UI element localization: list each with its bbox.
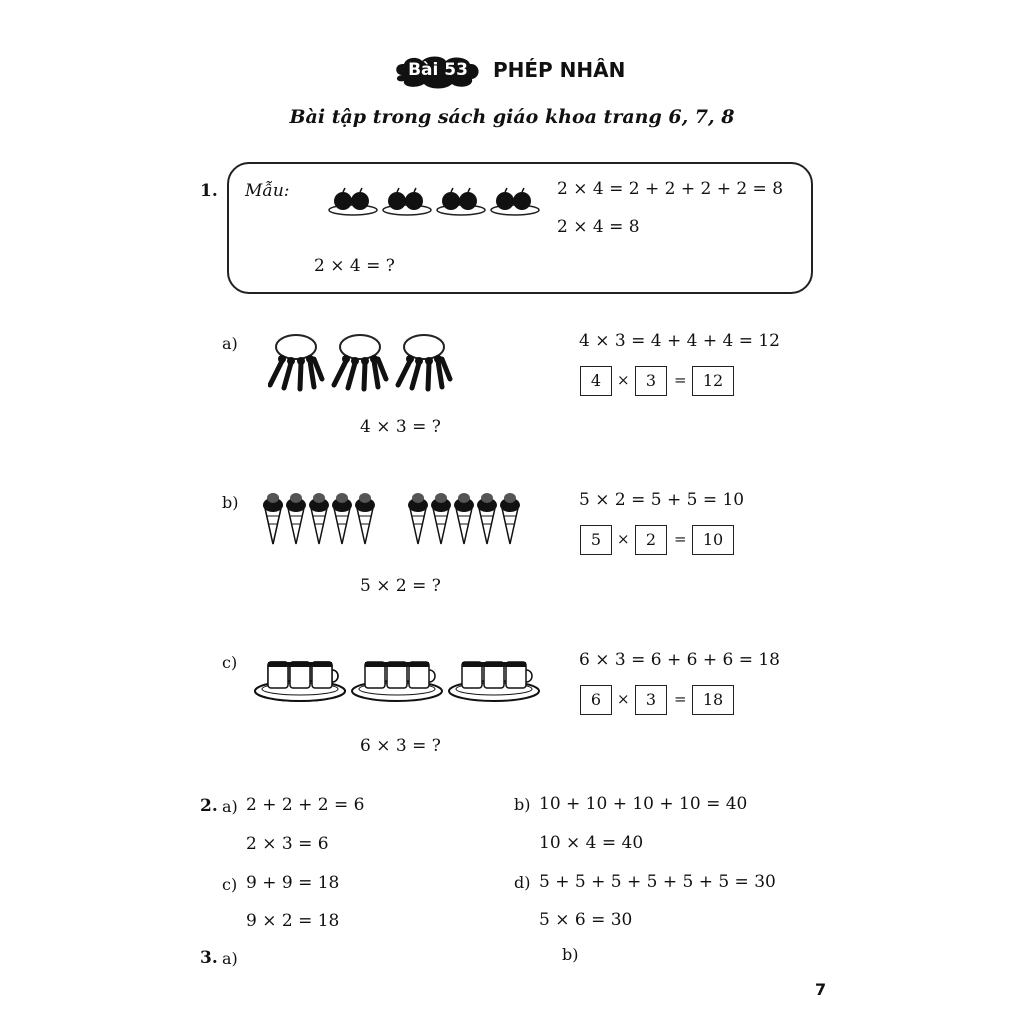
ex2-a-line-1: 2 + 2 + 2 = 6 — [246, 795, 365, 815]
ex1-b-box-2: 2 — [635, 525, 667, 555]
ex1-b-label: b) — [222, 493, 239, 512]
lesson-badge: Bài 53 — [408, 60, 468, 80]
ex1-a-result: 12 — [692, 366, 734, 396]
ex1-c-label: c) — [222, 653, 238, 672]
cup-tray-icon — [254, 656, 542, 706]
ex1-c-line-1: 6 × 3 = 6 + 6 + 6 = 18 — [579, 650, 780, 670]
sample-line-1: 2 × 4 = 2 + 2 + 2 + 2 = 8 — [557, 179, 784, 199]
ex2-b-label: b) — [514, 795, 531, 814]
ex1-b-result: 10 — [692, 525, 734, 555]
ex1-b-times: × — [617, 530, 630, 548]
ex1-c-eq: = — [674, 690, 687, 708]
ex1-c-question: 6 × 3 = ? — [360, 736, 441, 756]
ex1-c-times: × — [617, 690, 630, 708]
sample-line-2: 2 × 4 = 8 — [557, 217, 640, 237]
ex1-c-box-2: 3 — [635, 685, 667, 715]
ex1-b-line-1: 5 × 2 = 5 + 5 = 10 — [579, 490, 745, 510]
lesson-title: PHÉP NHÂN — [493, 58, 626, 82]
exercise-1-number: 1. — [200, 181, 218, 201]
ex2-c-label: c) — [222, 875, 238, 894]
ex1-b-box-1: 5 — [580, 525, 612, 555]
page-subtitle: Bài tập trong sách giáo khoa trang 6, 7, 8 — [289, 106, 735, 128]
ex2-c-line-2: 9 × 2 = 18 — [246, 911, 340, 931]
ex1-a-question: 4 × 3 = ? — [360, 417, 441, 437]
ex1-a-line-1: 4 × 3 = 4 + 4 + 4 = 12 — [579, 331, 780, 351]
exercise-2-number: 2. — [200, 796, 218, 816]
ex3-a-label: a) — [222, 949, 238, 968]
ex2-b-line-1: 10 + 10 + 10 + 10 = 40 — [539, 794, 748, 814]
ex2-d-line-1: 5 + 5 + 5 + 5 + 5 + 5 = 30 — [539, 872, 776, 892]
ex1-a-box-1: 4 — [580, 366, 612, 396]
ex1-a-box-2: 3 — [635, 366, 667, 396]
ex1-a-label: a) — [222, 334, 238, 353]
key-ring-icon — [268, 333, 458, 393]
ex2-b-line-2: 10 × 4 = 40 — [539, 833, 644, 853]
ex1-a-times: × — [617, 371, 630, 389]
ex2-c-line-1: 9 + 9 = 18 — [246, 873, 340, 893]
exercise-3-number: 3. — [200, 948, 218, 968]
sample-label: Mẫu: — [245, 181, 290, 201]
ex2-d-label: d) — [514, 873, 531, 892]
ex1-c-result: 18 — [692, 685, 734, 715]
ex3-b-label: b) — [562, 945, 579, 964]
ex2-d-line-2: 5 × 6 = 30 — [539, 910, 633, 930]
ex2-a-line-2: 2 × 3 = 6 — [246, 834, 329, 854]
ex1-a-eq: = — [674, 371, 687, 389]
page-number: 7 — [815, 980, 827, 999]
sample-question: 2 × 4 = ? — [314, 256, 395, 276]
ex1-b-question: 5 × 2 = ? — [360, 576, 441, 596]
ex1-c-box-1: 6 — [580, 685, 612, 715]
ice-cream-cone-icon — [262, 490, 532, 548]
ex2-a-label: a) — [222, 797, 238, 816]
apple-plates-icon — [328, 184, 548, 218]
ex1-b-eq: = — [674, 530, 687, 548]
